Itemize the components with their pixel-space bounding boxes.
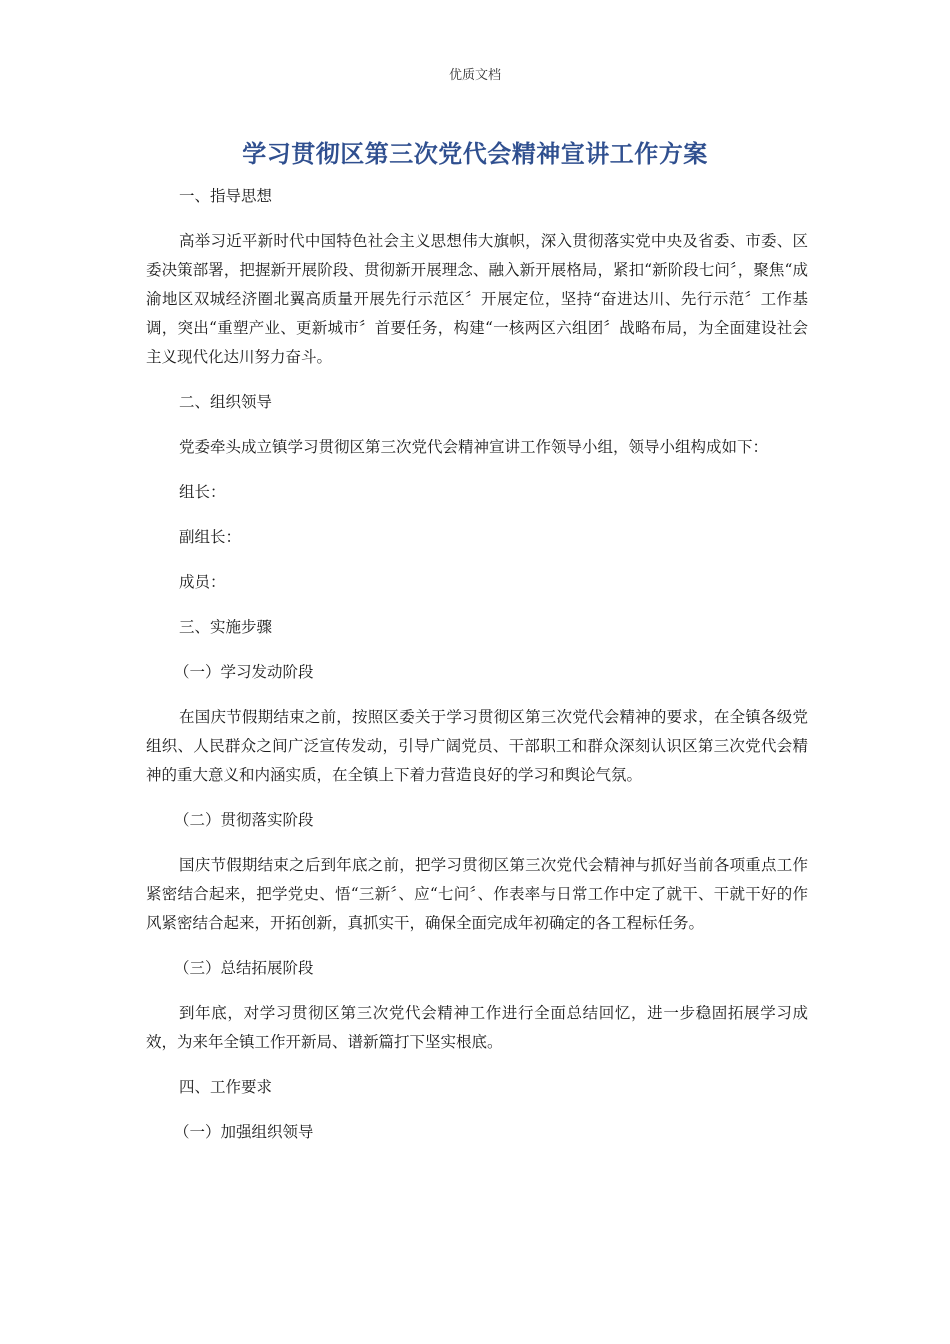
- requirement-heading-leadership: （一）加强组织领导: [174, 1123, 314, 1141]
- section-heading-requirements: 四、工作要求: [179, 1078, 273, 1096]
- document-title: 学习贯彻区第三次党代会精神宣讲工作方案: [242, 140, 708, 168]
- paragraph-mobilization: 在国庆节假期结束之前，按照区委关于学习贯彻区第三次党代会精神的要求，在全镇各级党组织、人民群众之间广泛宣传发动，引导广阔党员、干部职工和群众深刻认识区第三次党代会精神的重大意义和内涵实质，在全镇上下着力营造良好的学习和舆论气氛。: [146, 708, 808, 784]
- leader-line: 组长：: [179, 483, 226, 501]
- document-body: [146, 182, 808, 1147]
- stage-heading-mobilization: （一）学习发动阶段: [174, 663, 314, 681]
- deputy-leader-line: 副组长：: [179, 528, 242, 546]
- paragraph-summary: 到年底，对学习贯彻区第三次党代会精神工作进行全面总结回忆，进一步稳固拓展学习成效，为来年全镇工作开新局、谱新篇打下坚实根底。: [146, 1004, 808, 1051]
- stage-heading-implementation: （二）贯彻落实阶段: [174, 811, 314, 829]
- paragraph-guiding-ideology: 高举习近平新时代中国特色社会主义思想伟大旗帜，深入贯彻落实党中央及省委、市委、区委决策部署，把握新开展阶段、贯彻新开展理念、融入新开展格局，紧扣“新阶段七问〞，聚焦“成渝地区双城经济圈北翼高质量开展先行示范区〞开展定位，坚持“奋进达川、先行示范〞工作基调，突出“重塑产业、更新城市〞首要任务，构建“一核两区六组团〞战略布局，为全面建设社会主义现代化达川努力奋斗。: [146, 232, 808, 366]
- paragraph-organization: 党委牵头成立镇学习贯彻区第三次党代会精神宣讲工作领导小组，领导小组构成如下：: [179, 438, 769, 456]
- section-heading-organization: 二、组织领导: [179, 393, 273, 411]
- section-heading-guiding-ideology: 一、指导思想: [179, 187, 273, 205]
- stage-heading-summary: （三）总结拓展阶段: [174, 959, 314, 977]
- members-line: 成员：: [179, 573, 226, 591]
- section-heading-steps: 三、实施步骤: [179, 618, 273, 636]
- paragraph-implementation: 国庆节假期结束之后到年底之前，把学习贯彻区第三次党代会精神与抓好当前各项重点工作紧密结合起来，把学党史、悟“三新〞、应“七问〞、作表率与日常工作中定了就干、干就干好的作风紧密结合起来，开拓创新，真抓实干，确保全面完成年初确定的各工程标任务。: [146, 856, 808, 932]
- header-mark: 优质文档: [448, 68, 501, 83]
